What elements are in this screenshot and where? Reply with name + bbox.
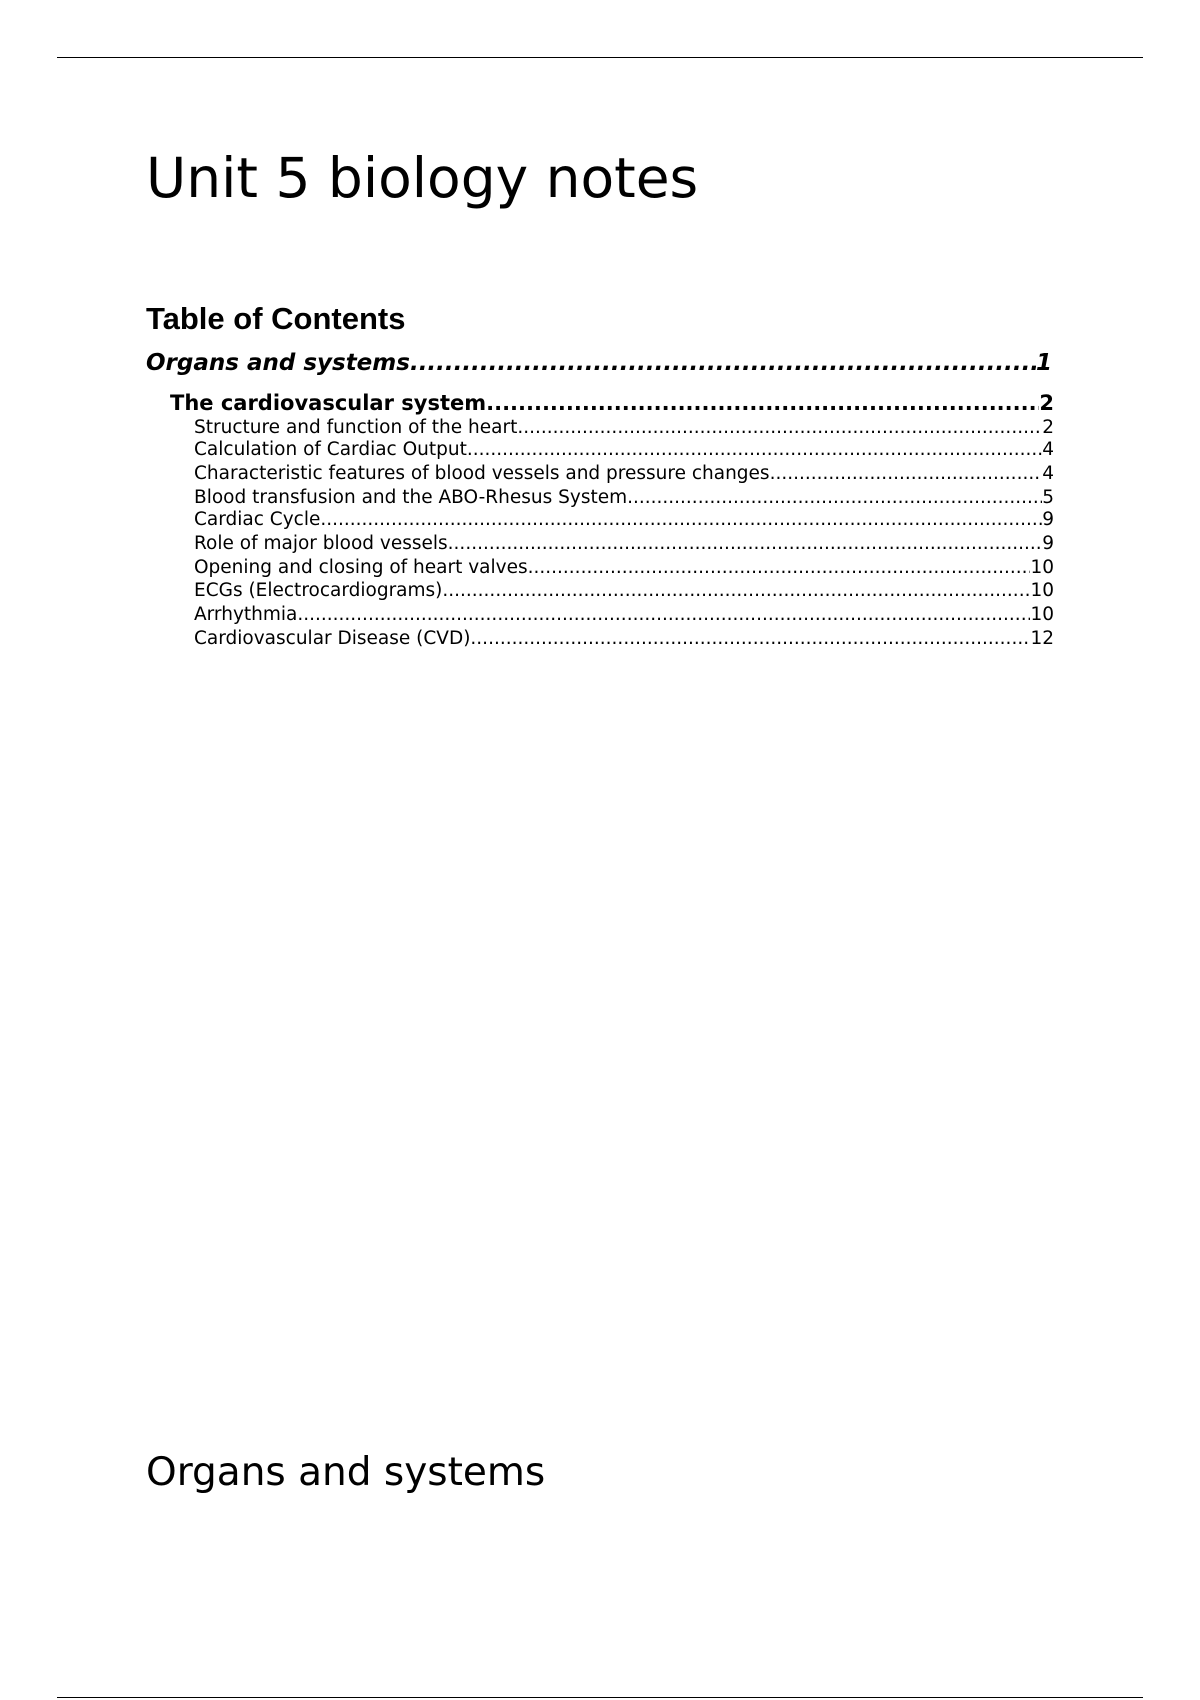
toc-entry-cvd[interactable]	[194, 627, 1054, 650]
toc-leader-dots	[486, 390, 1039, 416]
toc-entry-heart-valves[interactable]	[194, 556, 1054, 579]
section-heading: Organs and systems	[146, 1450, 546, 1495]
toc-entry-label: Cardiac Cycle	[194, 509, 321, 530]
toc-entry-major-blood-vessels[interactable]	[194, 532, 1054, 555]
toc-entry-label: Organs and systems	[146, 350, 410, 376]
toc-entry-label: Blood transfusion and the ABO-Rhesus System	[194, 487, 628, 508]
toc-entry-cardiovascular-system[interactable]	[170, 390, 1054, 416]
toc-leader-dots	[297, 603, 1030, 626]
toc-entry-page: 2	[1039, 391, 1054, 415]
toc-entry-page: 9	[1042, 509, 1054, 530]
toc-entry-label: Structure and function of the heart	[194, 417, 518, 438]
toc-leader-dots	[410, 348, 1036, 378]
toc-leader-dots	[320, 508, 1042, 531]
toc-entry-label: Arrhythmia	[194, 604, 298, 625]
toc-heading: Table of Contents	[146, 301, 406, 336]
toc-entry-label: Calculation of Cardiac Output	[194, 439, 467, 460]
toc-leader-dots	[528, 556, 1031, 579]
toc-entry-page: 2	[1042, 417, 1054, 438]
toc-leader-dots	[770, 462, 1043, 485]
table-of-contents	[0, 0, 1200, 700]
toc-entry-page: 10	[1030, 580, 1054, 601]
toc-leader-dots	[627, 486, 1042, 509]
toc-entry-label: ECGs (Electrocardiograms)	[194, 580, 443, 601]
footer-rule	[57, 1697, 1143, 1698]
toc-entry-label: The cardiovascular system	[170, 391, 487, 415]
toc-entry-page: 10	[1030, 604, 1054, 625]
toc-entry-ecgs[interactable]	[194, 579, 1054, 602]
toc-entry-label: Characteristic features of blood vessels and pressure changes	[194, 463, 770, 484]
toc-entry-page: 9	[1042, 533, 1054, 554]
toc-entry-page: 12	[1030, 628, 1054, 649]
toc-leader-dots	[470, 627, 1030, 650]
toc-entry-cardiac-output[interactable]	[194, 438, 1054, 461]
toc-entry-blood-transfusion[interactable]	[194, 486, 1054, 509]
toc-entry-page: 5	[1042, 487, 1054, 508]
toc-entry-organs-and-systems[interactable]	[146, 348, 1052, 378]
toc-entry-page: 1	[1035, 350, 1052, 376]
toc-entry-page: 10	[1030, 557, 1054, 578]
toc-entry-cardiac-cycle[interactable]	[194, 508, 1054, 531]
toc-leader-dots	[448, 532, 1043, 555]
toc-entry-page: 4	[1042, 439, 1054, 460]
toc-leader-dots	[442, 579, 1030, 602]
toc-entry-label: Opening and closing of heart valves	[194, 557, 528, 578]
toc-entry-label: Role of major blood vessels	[194, 533, 448, 554]
toc-entry-label: Cardiovascular Disease (CVD)	[194, 628, 471, 649]
toc-entry-blood-vessels[interactable]	[194, 462, 1054, 485]
document-title: Unit 5 biology notes	[146, 146, 699, 210]
toc-leader-dots	[467, 438, 1042, 461]
toc-leader-dots	[517, 416, 1042, 439]
toc-entry-page: 4	[1042, 463, 1054, 484]
toc-entry-arrhythmia[interactable]	[194, 603, 1054, 626]
toc-entry-structure-function-heart[interactable]	[194, 416, 1054, 439]
